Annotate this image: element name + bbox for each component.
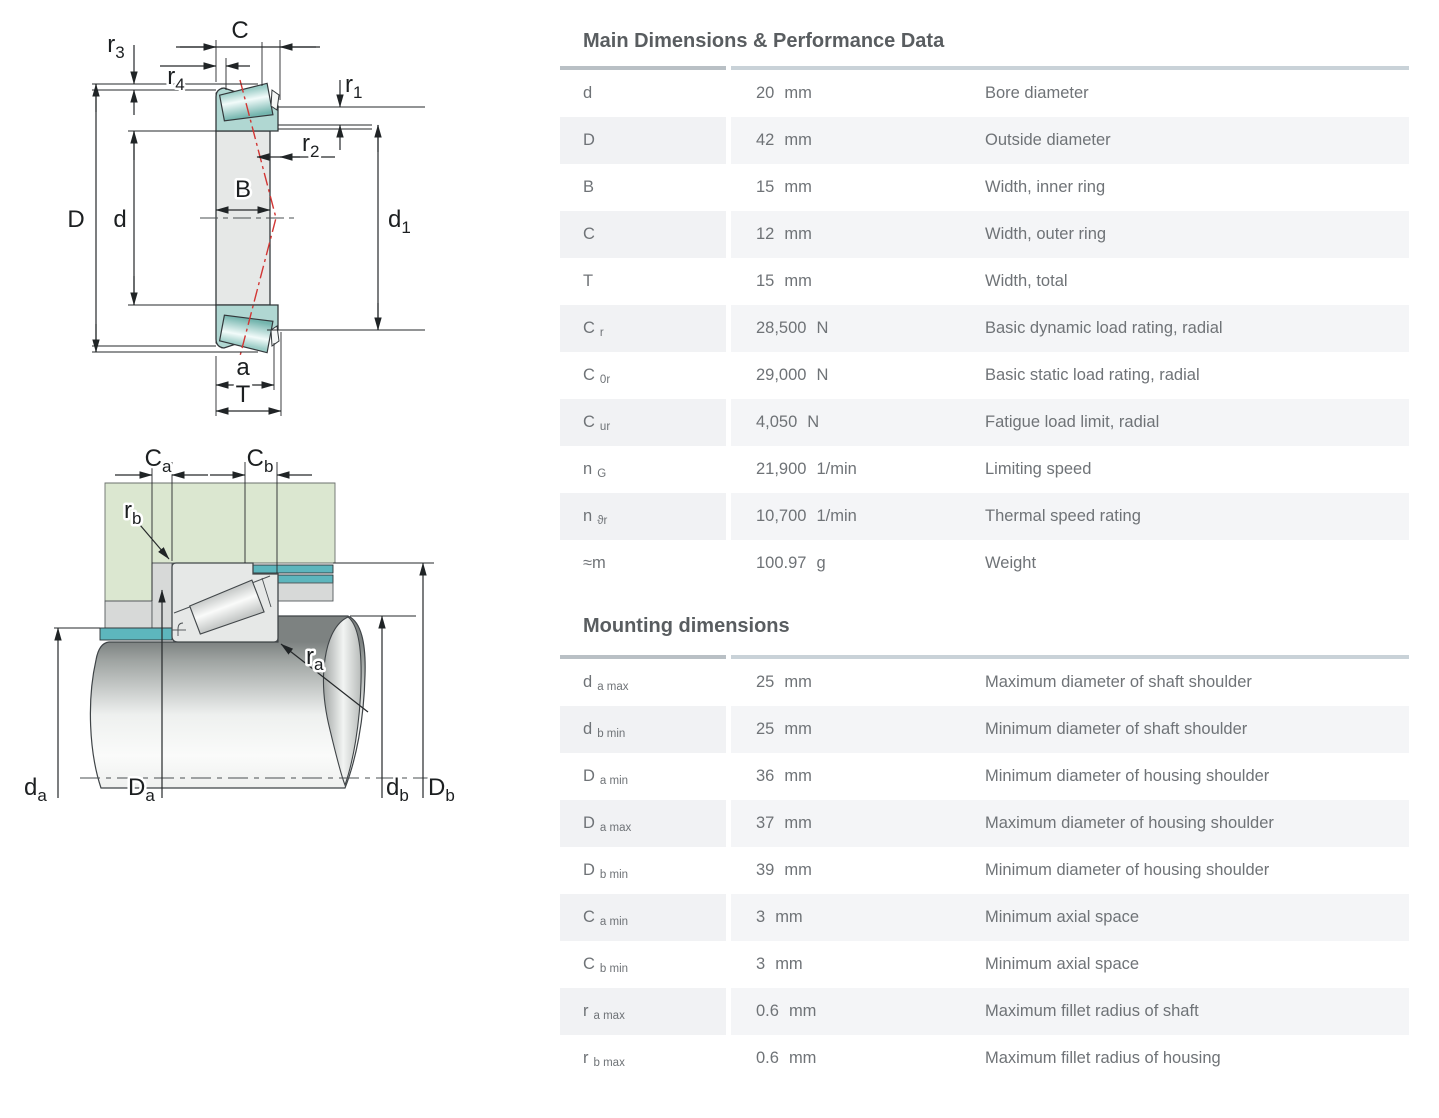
unit: N (816, 366, 829, 384)
unit: mm (784, 178, 812, 196)
dim-label-a: a (236, 354, 250, 381)
unit: mm (788, 1002, 817, 1020)
bearing-cross-section-drawing (0, 0, 560, 430)
description: Minimum axial space (985, 908, 1140, 926)
unit: mm (784, 767, 812, 785)
description: Maximum fillet radius of shaft (985, 1002, 1199, 1020)
mounting-drawing (0, 430, 560, 830)
symbol-cell (560, 847, 726, 894)
symbol: d (583, 720, 593, 738)
value-cell (731, 894, 1409, 941)
spec-row (560, 70, 1409, 117)
section-title: Mounting dimensions (583, 615, 790, 637)
description: Outside diameter (985, 131, 1111, 149)
value-cell (731, 706, 1409, 753)
spec-row (560, 753, 1409, 800)
value-cell (731, 258, 1409, 305)
value: 3 (756, 908, 766, 926)
symbol-subscript: a max (597, 680, 629, 693)
dim-label-r3: $r_3$ (107, 31, 125, 62)
symbol-cell (560, 117, 726, 164)
symbol-cell (560, 753, 726, 800)
symbol-cell (560, 164, 726, 211)
value: 100.97 (756, 554, 807, 572)
value-cell (731, 211, 1409, 258)
dim-label-d: d (113, 206, 127, 233)
technical-drawings (0, 0, 560, 1118)
spec-row (560, 164, 1409, 211)
spec-row (560, 446, 1409, 493)
description: Width, total (985, 272, 1068, 290)
symbol-cell (560, 305, 726, 352)
symbol: C (583, 225, 595, 243)
value-cell (731, 753, 1409, 800)
bearing-section (172, 563, 278, 642)
spec-row (560, 800, 1409, 847)
symbol: d (583, 673, 593, 691)
unit: mm (775, 955, 803, 973)
description: Maximum fillet radius of housing (985, 1049, 1221, 1067)
value-cell (731, 164, 1409, 211)
dim-label-Da: $D_a$ (128, 774, 155, 805)
dim-label-da: $d_a$ (24, 774, 47, 805)
symbol-cell (560, 800, 726, 847)
spec-row (560, 659, 1409, 706)
description: Basic static load rating, radial (985, 366, 1200, 384)
value: 3 (756, 955, 766, 973)
value: 0.6 (756, 1049, 779, 1067)
housing-shoulder-right (278, 583, 333, 601)
description: Minimum diameter of shaft shoulder (985, 720, 1248, 738)
symbol-cell (560, 399, 726, 446)
spec-tables (560, 0, 1409, 1082)
symbol-cell (560, 493, 726, 540)
symbol-subscript: b min (599, 868, 629, 881)
dim-label-T: T (235, 381, 251, 408)
value: 25 (756, 673, 775, 691)
symbol-subscript: a min (599, 774, 629, 787)
value: 0.6 (756, 1002, 779, 1020)
cage-top (271, 90, 279, 110)
value: 15 (756, 272, 775, 290)
value-cell (731, 540, 1409, 587)
spec-row (560, 988, 1409, 1035)
cage-bottom (271, 326, 279, 346)
dim-label-r2: $r_2$ (302, 130, 320, 161)
value: 10,700 (756, 507, 807, 525)
description: Minimum axial space (985, 955, 1140, 973)
description: Minimum diameter of housing shoulder (985, 767, 1270, 785)
symbol-cell (560, 941, 726, 988)
value-cell (731, 941, 1409, 988)
description: Weight (985, 554, 1037, 572)
value: 25 (756, 720, 775, 738)
unit: N (816, 319, 829, 337)
symbol: r (583, 1049, 589, 1067)
symbol-subscript: b min (599, 962, 629, 975)
value: 12 (756, 225, 775, 243)
value: 4,050 (756, 413, 798, 431)
value-cell (731, 493, 1409, 540)
symbol: D (583, 131, 595, 149)
symbol: d (583, 84, 593, 102)
symbol: B (583, 178, 595, 196)
symbol-subscript: r (599, 326, 604, 339)
description: Width, inner ring (985, 178, 1106, 196)
symbol: D (583, 767, 595, 785)
value-cell (731, 305, 1409, 352)
symbol-cell (560, 540, 726, 587)
housing-abutment-strip (253, 565, 333, 573)
spec-row (560, 1035, 1409, 1082)
value: 15 (756, 178, 775, 196)
value: 42 (756, 131, 775, 149)
value-cell (731, 659, 1409, 706)
symbol: C (583, 319, 595, 337)
unit: mm (784, 225, 812, 243)
symbol-subscript: b max (593, 1056, 625, 1069)
value-cell (731, 1035, 1409, 1082)
unit: mm (784, 861, 812, 879)
unit: 1/min (816, 460, 857, 478)
symbol-subscript: 0r (599, 373, 611, 386)
description: Maximum diameter of housing shoulder (985, 814, 1274, 832)
value-cell (731, 446, 1409, 493)
unit: mm (784, 84, 812, 102)
symbol: n (583, 460, 593, 478)
dim-label-B: B (234, 176, 252, 203)
symbol: C (583, 413, 595, 431)
dim-label-r4: $r_4$ (167, 63, 185, 94)
dim-label-Db: $D_b$ (428, 774, 455, 805)
value-cell (731, 847, 1409, 894)
symbol-subscript: ur (599, 420, 611, 433)
value-cell (731, 70, 1409, 117)
spec-row (560, 493, 1409, 540)
description: Fatigue load limit, radial (985, 413, 1160, 431)
symbol-subscript: a max (593, 1009, 625, 1022)
dim-label-r1: $r_1$ (345, 71, 363, 102)
dim-label-C: C (231, 17, 249, 44)
description: Bore diameter (985, 84, 1089, 102)
unit: mm (784, 720, 812, 738)
unit: mm (784, 814, 812, 832)
dim-label-Ca: $C_a$ (144, 445, 172, 476)
description: Limiting speed (985, 460, 1092, 478)
unit: mm (775, 908, 803, 926)
value-cell (731, 399, 1409, 446)
symbol-cell (560, 446, 726, 493)
symbol: r (583, 1002, 589, 1020)
value: 36 (756, 767, 775, 785)
unit: mm (784, 131, 812, 149)
value: 39 (756, 861, 775, 879)
symbol: n (583, 507, 593, 525)
dim-label-Cb: $C_b$ (246, 445, 274, 476)
symbol-cell (560, 258, 726, 305)
spec-row (560, 211, 1409, 258)
value-cell (731, 352, 1409, 399)
description: Width, outer ring (985, 225, 1107, 243)
spacer-strip-right (278, 575, 333, 583)
symbol: C (583, 366, 595, 384)
main-dimensions-section (560, 0, 1409, 587)
spec-row (560, 399, 1409, 446)
symbol-subscript: b min (597, 727, 626, 740)
symbol-cell (560, 988, 726, 1035)
symbol-cell (560, 894, 726, 941)
spec-row (560, 117, 1409, 164)
unit: mm (788, 1049, 817, 1067)
table-rows (560, 659, 1409, 1082)
unit: N (807, 413, 820, 431)
symbol-cell (560, 659, 726, 706)
dim-label-d1: $d_1$ (388, 206, 411, 237)
spec-row (560, 706, 1409, 753)
mounting-dimensions-section (560, 587, 1409, 1082)
description: Minimum diameter of housing shoulder (985, 861, 1270, 879)
value: 20 (756, 84, 775, 102)
shaft-abutment-strip (100, 628, 172, 640)
value-cell (731, 988, 1409, 1035)
symbol-cell (560, 1035, 726, 1082)
spec-row (560, 847, 1409, 894)
dim-label-D: D (67, 206, 85, 233)
unit: mm (784, 272, 812, 290)
symbol-cell (560, 211, 726, 258)
unit: g (816, 554, 826, 572)
section-title: Main Dimensions & Performance Data (583, 30, 945, 52)
symbol-cell (560, 70, 726, 117)
symbol-cell (560, 706, 726, 753)
spec-row (560, 305, 1409, 352)
dim-label-ra: $r_a$ (306, 643, 324, 674)
symbol: C (583, 955, 595, 973)
description: Basic dynamic load rating, radial (985, 319, 1223, 337)
unit: 1/min (816, 507, 857, 525)
value: 28,500 (756, 319, 807, 337)
description: Maximum diameter of shaft shoulder (985, 673, 1252, 691)
symbol-cell (560, 352, 726, 399)
symbol-subscript: G (597, 467, 607, 480)
spec-row (560, 540, 1409, 587)
symbol: D (583, 814, 595, 832)
unit: mm (784, 673, 812, 691)
spec-row (560, 941, 1409, 988)
value-cell (731, 117, 1409, 164)
spec-row (560, 894, 1409, 941)
table-rows (560, 70, 1409, 587)
value-cell (731, 800, 1409, 847)
symbol: ≈m (583, 554, 606, 572)
symbol: C (583, 908, 595, 926)
symbol-subscript: a min (599, 915, 629, 928)
symbol-subscript: a max (599, 821, 632, 834)
spec-row (560, 258, 1409, 305)
dim-label-rb: $r_b$ (124, 497, 142, 528)
value: 29,000 (756, 366, 807, 384)
symbol: D (583, 861, 595, 879)
housing-liner-left (105, 601, 152, 628)
value: 37 (756, 814, 775, 832)
value: 21,900 (756, 460, 807, 478)
description: Thermal speed rating (985, 507, 1141, 525)
symbol-subscript: ϑr (597, 514, 608, 527)
symbol: T (583, 272, 594, 290)
dim-label-db: $d_b$ (386, 774, 409, 805)
spec-row (560, 352, 1409, 399)
